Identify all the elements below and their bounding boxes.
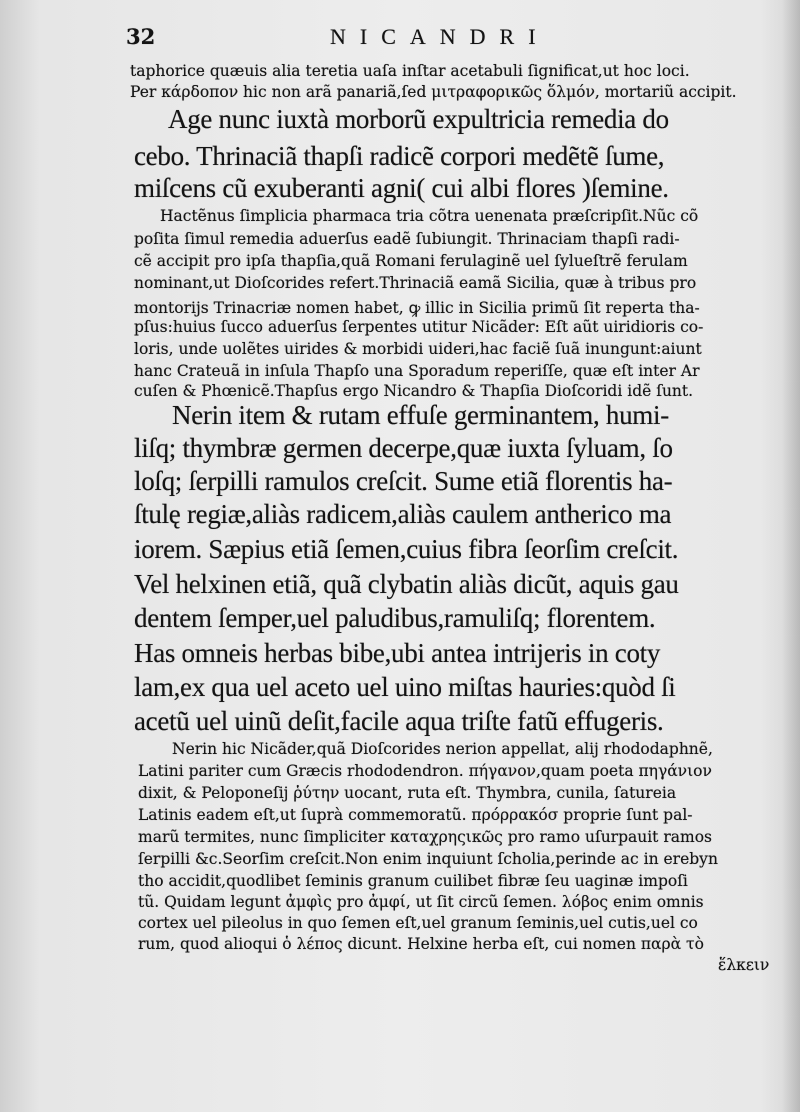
text-line: cortex uel pileolus in quo ſemen eſt,uel granum ſeminis,uel cutis,uel co [138,914,698,932]
text-line: ſtulę regiæ,aliàs radicem,aliàs caulem antherico ma [134,499,672,529]
text-line: dentem ſemper,uel paludibus,ramuliſq; florentem. [134,603,656,633]
text-line: rum, quod alioqui ὁ λέπος dicunt. Helxine herba eſt, cui nomen παρὰ τὸ [138,935,704,953]
running-title: NICANDRI [330,24,550,49]
text-line: cẽ accipit pro ipſa thapſia,quã Romani ferulaginẽ uel ſylueſtrẽ ferulam [134,252,688,270]
text-line: cebo. Thrinaciã thapſi radicẽ corpori medẽtẽ ſume, [134,141,665,171]
text-line: Hactẽnus ſimplicia pharmaca tria cõtra uenenata præſcripſit.Nũc cõ [160,207,699,225]
text-line: Latinis eadem eſt,ut ſuprà commemoratũ. πρόρρακόσ proprie ſunt pal- [138,806,693,824]
text-line: loris, unde uolẽtes uirides & morbidi uideri,hac faciẽ ſuã inungunt:aiunt [134,340,702,358]
text-line: nominant,ut Dioſcorides refert.Thrinaciã eamã Sicilia, quæ à tribus pro [134,274,697,292]
text-line: Vel helxinen etiã, quã clybatin aliàs dicũt, aquis gau [134,569,679,599]
text-line: tũ. Quidam legunt ἀμφὶς pro ἀμφί, ut ſit circũ ſemen. λόβος enim omnis [138,893,704,911]
text-line: taphorice quæuis alia teretia uaſa inſtar acetabuli ſignificat,ut hoc loci. [130,62,690,80]
text-line: loſq; ſerpilli ramulos creſcit. Sume etiã florentis ha- [134,466,673,496]
text-line: Age nunc iuxtà morborũ expultricia remedia do [168,104,669,134]
text-line: acetũ uel uinũ deſit,facile aqua triſte fatũ effugeris. [134,706,664,736]
text-line: ἕλκειν [718,956,770,974]
page-number: 32 [126,24,156,49]
text-line: poſita ſimul remedia aduerſus eadẽ ſubiungit. Thrinaciam thapſi radi- [134,230,680,248]
text-line: marũ termites, nunc ſimpliciter καταχρηςικῶς pro ramo uſurpauit ramos [138,828,712,846]
page-header [0,18,800,52]
text-line: Nerin hic Nicãder,quã Dioſcorides nerion appellat, alij rhododaphnẽ, [172,740,713,758]
text-line: cuſen & Phœnicẽ.Thapſus ergo Nicandro & Thapſia Dioſcoridi idẽ ſunt. [134,382,694,400]
page-edge-shadow [782,0,800,1112]
text-line: miſcens cũ exuberanti agni( cui albi flores )ſemine. [134,173,669,203]
text-line: Per κάρδοπον hic non arã panariã,ſed μιτραφορικῶς ὅλμόν, mortariũ accipit. [130,83,737,101]
text-line: iorem. Sæpius etiã ſemen,cuius fibra ſeorſim creſcit. [134,534,679,564]
text-line: dixit, & Peloponeſij ῥύτην uocant, ruta eſt. Thymbra, cunila, ſatureia [138,784,677,802]
text-line: lam,ex qua uel aceto uel uino miſtas hauries:quòd ſi [134,672,676,702]
text-line: Latini pariter cum Græcis rhododendron. πήγανον,quam poeta πηγάνιον [138,762,712,780]
text-line: pſus:huius ſucco aduerſus ſerpentes utitur Nicãder: Eſt aũt uiridioris co- [134,318,704,336]
text-line: tho accidit,quodlibet ſeminis granum cuilibet fibræ ſeu uaginæ impoſi [138,872,688,890]
text-line: montorijs Trinacriæ nomen habet, ꝙ illic in Sicilia primũ ſit reperta tha- [134,299,700,317]
text-line: ſerpilli &c.Seorſim creſcit.Non enim inquiunt ſcholia,perinde ac in erebyn [138,850,718,868]
text-line: Has omneis herbas bibe,ubi antea intrijeris in coty [134,638,661,668]
text-line: liſq; thymbræ germen decerpe,quæ iuxta ſyluam, ſo [134,433,673,463]
text-line: Nerin item & rutam effuſe germinantem, humi- [172,400,669,430]
text-line: hanc Crateuã in inſula Thapſo una Sporadum reperiſſe, quæ eſt inter Ar [134,362,700,380]
